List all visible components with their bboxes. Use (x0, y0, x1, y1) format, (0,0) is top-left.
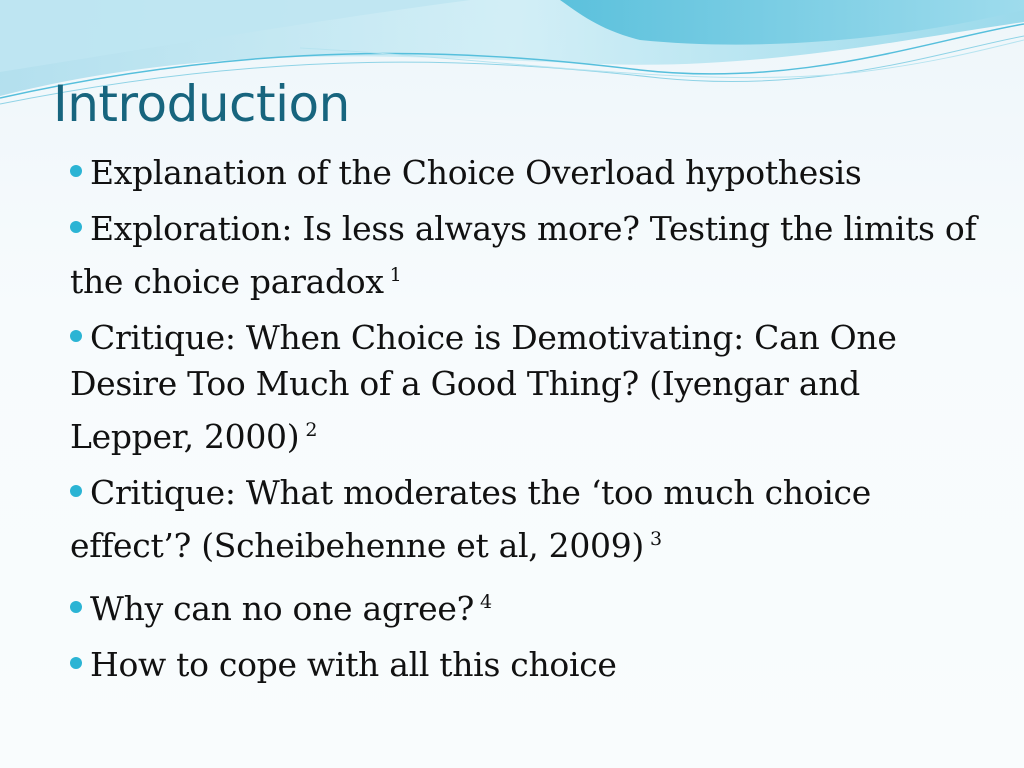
bullet-item-5 (70, 579, 980, 632)
bullet-item-2 (70, 206, 980, 305)
bullet-text: Why can no one agree? (90, 589, 474, 628)
bullet-dot-icon (70, 330, 82, 342)
bullet-dot-icon (70, 165, 82, 177)
bullet-dot-icon (70, 657, 82, 669)
bullet-text: Explanation of the Choice Overload hypothesis (90, 153, 862, 192)
bullet-item-3 (70, 315, 980, 460)
reference-number: 3 (650, 528, 662, 550)
bullet-dot-icon (70, 601, 82, 613)
bullet-text: How to cope with all this choice (90, 645, 617, 684)
slide-title: Introduction (53, 75, 350, 133)
bullet-item-4 (70, 470, 980, 569)
reference-number: 2 (305, 419, 318, 441)
bullet-item-6 (70, 642, 980, 688)
bullet-dot-icon (70, 485, 82, 497)
bullet-dot-icon (70, 221, 82, 233)
bullet-text: Critique: When Choice is Demotivating: Can One Desire Too Much of a Good Thing? (Iyengar and Lepper, 2000) (70, 318, 897, 456)
bullet-text: Exploration: Is less always more? Testing the limits of the choice paradox (70, 209, 977, 301)
bullet-item-1 (70, 150, 980, 196)
bullet-list (70, 150, 980, 698)
reference-number: 1 (389, 264, 402, 286)
bullet-text: Critique: What moderates the ‘too much choice effect’? (Scheibehenne et al, 2009) (70, 473, 871, 565)
reference-number: 4 (479, 591, 492, 613)
